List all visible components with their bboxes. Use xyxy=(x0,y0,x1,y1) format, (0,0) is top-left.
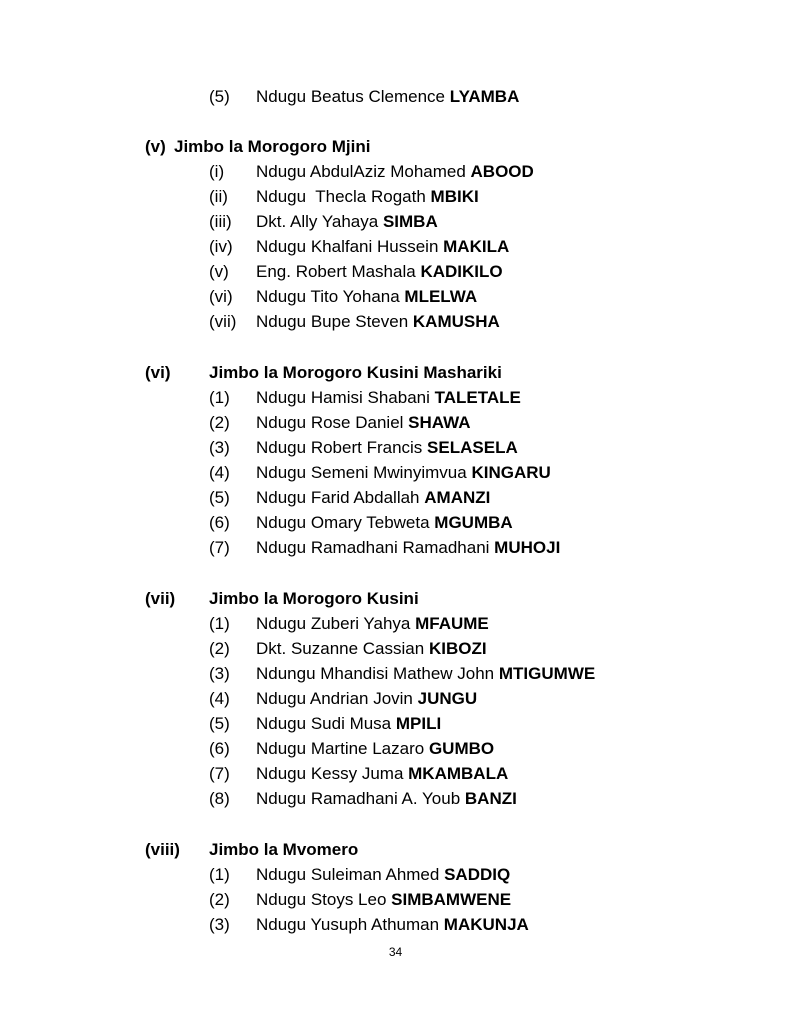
given-names: Ndugu Omary Tebweta xyxy=(256,513,430,532)
item-name xyxy=(256,686,477,711)
item-number: (3) xyxy=(209,664,230,683)
given-names: Eng. Robert Mashala xyxy=(256,262,416,281)
list-item xyxy=(0,711,791,736)
item-name xyxy=(256,234,509,259)
item-number: (vii) xyxy=(209,312,237,331)
item-number: (ii) xyxy=(209,187,228,206)
surname: KADIKILO xyxy=(420,262,503,281)
item-name xyxy=(256,510,513,535)
surname: KINGARU xyxy=(471,463,551,482)
item-name xyxy=(256,184,479,209)
given-names: Ndugu Stoys Leo xyxy=(256,890,387,909)
item-number: (3) xyxy=(209,438,230,457)
item-number: (2) xyxy=(209,890,230,909)
list-item xyxy=(0,84,791,109)
item-number: (1) xyxy=(209,614,230,633)
list-item xyxy=(0,159,791,184)
item-name xyxy=(256,887,511,912)
surname: MAKILA xyxy=(443,237,510,256)
section-heading xyxy=(0,586,791,611)
item-name xyxy=(256,912,529,937)
section-heading xyxy=(0,134,791,159)
item-number: (iv) xyxy=(209,237,233,256)
surname: MAKUNJA xyxy=(443,915,529,934)
given-names: Ndugu Thecla Rogath xyxy=(256,187,426,206)
section-title: Jimbo la Morogoro Mjini xyxy=(174,137,371,156)
surname: SELASELA xyxy=(427,438,518,457)
list-item xyxy=(0,736,791,761)
item-name xyxy=(256,485,490,510)
list-item xyxy=(0,636,791,661)
given-names: Ndugu Yusuph Athuman xyxy=(256,915,440,934)
item-number: (5) xyxy=(209,87,230,106)
section-heading xyxy=(0,837,791,862)
list-item xyxy=(0,786,791,811)
section-number: (v) xyxy=(145,137,166,156)
section-title: Jimbo la Mvomero xyxy=(209,840,359,859)
given-names: Ndugu Martine Lazaro xyxy=(256,739,425,758)
given-names: Ndugu Robert Francis xyxy=(256,438,423,457)
section-title: Jimbo la Morogoro Kusini xyxy=(209,589,419,608)
list-item xyxy=(0,686,791,711)
list-item xyxy=(0,284,791,309)
given-names: Dkt. Suzanne Cassian xyxy=(256,639,425,658)
item-name xyxy=(256,862,510,887)
list-item xyxy=(0,410,791,435)
item-name xyxy=(256,711,441,736)
item-name xyxy=(256,761,508,786)
list-item xyxy=(0,862,791,887)
given-names: Ndugu Farid Abdallah xyxy=(256,488,420,507)
given-names: Ndugu Hamisi Shabani xyxy=(256,388,430,407)
list-item xyxy=(0,309,791,334)
given-names: Ndugu AbdulAziz Mohamed xyxy=(256,162,466,181)
list-item xyxy=(0,435,791,460)
given-names: Ndugu Rose Daniel xyxy=(256,413,404,432)
surname: MBIKI xyxy=(430,187,479,206)
list-item xyxy=(0,184,791,209)
item-number: (3) xyxy=(209,915,230,934)
item-number: (2) xyxy=(209,639,230,658)
item-number: (6) xyxy=(209,739,230,758)
surname: BANZI xyxy=(464,789,517,808)
list-item xyxy=(0,209,791,234)
given-names: Ndungu Mhandisi Mathew John xyxy=(256,664,495,683)
item-number: (1) xyxy=(209,865,230,884)
item-number: (4) xyxy=(209,689,230,708)
surname: TALETALE xyxy=(434,388,521,407)
item-name xyxy=(256,435,518,460)
given-names: Dkt. Ally Yahaya xyxy=(256,212,379,231)
item-name xyxy=(256,410,471,435)
item-name xyxy=(256,636,487,661)
item-number: (7) xyxy=(209,538,230,557)
item-name xyxy=(256,159,534,184)
item-name xyxy=(256,661,595,686)
list-item xyxy=(0,887,791,912)
given-names: Ndugu Ramadhani Ramadhani xyxy=(256,538,490,557)
item-number: (7) xyxy=(209,764,230,783)
item-name xyxy=(256,309,500,334)
given-names: Ndugu Semeni Mwinyimvua xyxy=(256,463,467,482)
item-number: (4) xyxy=(209,463,230,482)
item-name xyxy=(256,284,477,309)
list-item xyxy=(0,460,791,485)
surname: MFAUME xyxy=(415,614,489,633)
surname: MLELWA xyxy=(404,287,478,306)
item-name xyxy=(256,385,521,410)
item-number: (iii) xyxy=(209,212,232,231)
list-item xyxy=(0,611,791,636)
section-title: Jimbo la Morogoro Kusini Mashariki xyxy=(209,363,502,382)
item-name xyxy=(256,611,489,636)
given-names: Ndugu Sudi Musa xyxy=(256,714,392,733)
given-names: Ndugu Khalfani Hussein xyxy=(256,237,439,256)
section-number: (vii) xyxy=(145,589,176,608)
given-names: Ndugu Kessy Juma xyxy=(256,764,404,783)
surname: MKAMBALA xyxy=(408,764,509,783)
surname: LYAMBA xyxy=(449,87,520,106)
item-number: (1) xyxy=(209,388,230,407)
item-number: (5) xyxy=(209,488,230,507)
list-item xyxy=(0,661,791,686)
section-number: (vi) xyxy=(145,363,171,382)
item-name xyxy=(256,786,517,811)
surname: MTIGUMWE xyxy=(498,664,596,683)
list-item xyxy=(0,234,791,259)
surname: MGUMBA xyxy=(434,513,513,532)
given-names: Ndugu Beatus Clemence xyxy=(256,87,446,106)
surname: SIMBA xyxy=(382,212,438,231)
list-item xyxy=(0,259,791,284)
given-names: Ndugu Suleiman Ahmed xyxy=(256,865,440,884)
item-name xyxy=(256,209,438,234)
list-item xyxy=(0,510,791,535)
given-names: Ndugu Andrian Jovin xyxy=(256,689,413,708)
list-item xyxy=(0,535,791,560)
item-name xyxy=(256,460,551,485)
given-names: Ndugu Bupe Steven xyxy=(256,312,409,331)
given-names: Ndugu Tito Yohana xyxy=(256,287,400,306)
given-names: Ndugu Ramadhani A. Youb xyxy=(256,789,461,808)
surname: KAMUSHA xyxy=(412,312,500,331)
surname: SADDIQ xyxy=(444,865,511,884)
item-number: (i) xyxy=(209,162,225,181)
surname: MUHOJI xyxy=(494,538,561,557)
item-name xyxy=(256,535,560,560)
surname: GUMBO xyxy=(428,739,495,758)
item-number: (2) xyxy=(209,413,230,432)
surname: JUNGU xyxy=(417,689,478,708)
surname: KIBOZI xyxy=(428,639,487,658)
surname: AMANZI xyxy=(424,488,491,507)
surname: ABOOD xyxy=(470,162,534,181)
list-item xyxy=(0,761,791,786)
item-name xyxy=(256,736,494,761)
page-number: 34 xyxy=(388,945,403,959)
item-number: (6) xyxy=(209,513,230,532)
item-number: (8) xyxy=(209,789,230,808)
item-number: (v) xyxy=(209,262,229,281)
item-number: (5) xyxy=(209,714,230,733)
list-item xyxy=(0,385,791,410)
section-number: (viii) xyxy=(145,840,180,859)
item-number: (vi) xyxy=(209,287,233,306)
surname: MPILI xyxy=(395,714,442,733)
surname: SIMBAMWENE xyxy=(391,890,512,909)
list-item xyxy=(0,912,791,937)
given-names: Ndugu Zuberi Yahya xyxy=(256,614,411,633)
section-heading xyxy=(0,360,791,385)
surname: SHAWA xyxy=(408,413,471,432)
list-item xyxy=(0,485,791,510)
item-name xyxy=(256,259,503,284)
item-name xyxy=(256,84,519,109)
